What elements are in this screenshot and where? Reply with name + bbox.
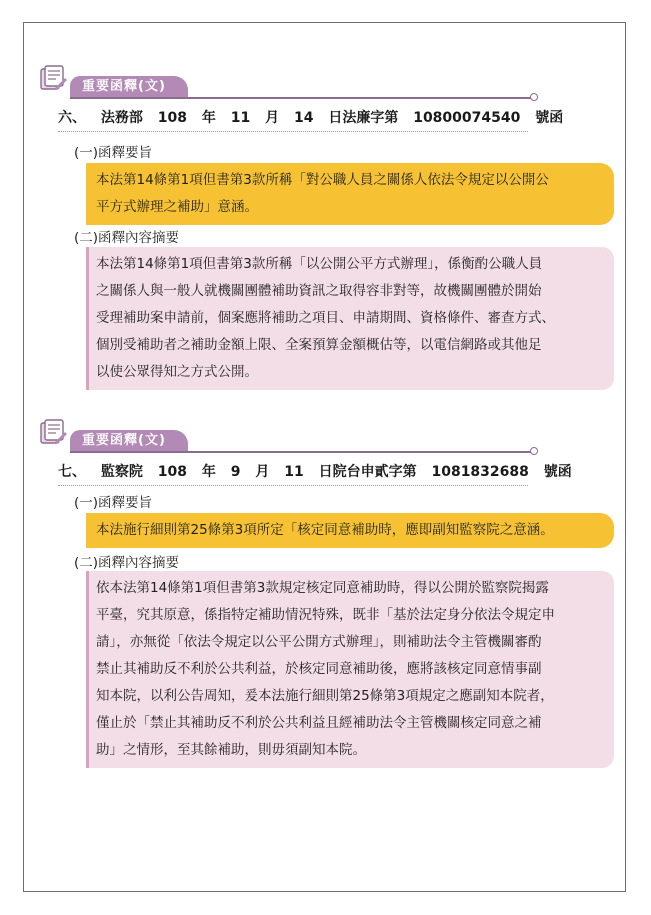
highlight-edge — [86, 571, 89, 768]
section-heading — [58, 107, 564, 129]
summary-line: 本法施行細則第25條第3項所定「核定同意補助時，應即副知監察院之意涵。 — [96, 522, 554, 538]
summary-line: 平方式辦理之補助」意涵。 — [96, 199, 258, 215]
summary-label: (一)函釋要旨 — [74, 495, 153, 511]
detail-line: 僅止於「禁止其補助反不利於公共利益且經補助法令主管機關核定同意之補 — [96, 715, 542, 731]
summary-label: (一)函釋要旨 — [74, 145, 153, 161]
detail-line: 平臺，究其原意，係指特定補助情況特殊，既非「基於法定身分依法令規定申 — [96, 607, 555, 623]
document-stack-icon — [38, 64, 68, 94]
detail-label: (二)函釋內容摘要 — [74, 555, 180, 571]
summary-highlight — [86, 513, 614, 548]
section-badge — [30, 64, 550, 98]
heading-dotted-rule — [58, 485, 528, 486]
heading-year: 108 — [157, 464, 187, 480]
detail-line: 以使公眾得知之方式公開。 — [96, 364, 258, 380]
heading-month: 11 — [230, 110, 251, 126]
heading-doc-number: 1081832688 — [431, 464, 529, 480]
heading-doc-number: 10800074540 — [413, 110, 521, 126]
heading-month-unit: 月 — [265, 110, 280, 126]
detail-line: 受理補助案申請前，個案應將補助之項目、申請期間、資格條件、審查方式、 — [96, 310, 555, 326]
badge-rule — [70, 97, 534, 99]
detail-line: 助」之情形，至其餘補助，則毋須副知本院。 — [96, 742, 366, 758]
detail-line: 知本院，以利公告周知，爰本法施行細則第25條第3項規定之應副知本院者， — [96, 688, 554, 704]
badge-rule-end-dot — [530, 93, 538, 101]
heading-number: 六、 — [58, 110, 86, 126]
detail-line: 依本法第14條第1項但書第3款規定核定同意補助時，得以公開於監察院揭露 — [96, 580, 549, 596]
summary-highlight — [86, 163, 614, 225]
summary-line: 本法第14條第1項但書第3款所稱「對公職人員之關係人依法令規定以公開公 — [96, 172, 549, 188]
badge-label: 重要函釋(文) — [70, 76, 188, 98]
detail-highlight — [86, 247, 614, 390]
heading-year: 108 — [157, 110, 187, 126]
section-heading — [58, 461, 572, 483]
detail-label: (二)函釋內容摘要 — [74, 230, 180, 246]
heading-day: 11 — [284, 464, 304, 480]
detail-highlight — [86, 571, 614, 768]
highlight-edge — [86, 247, 89, 390]
detail-line: 個別受補助者之補助金額上限、全案預算金額概估等，以電信網路或其他足 — [96, 337, 542, 353]
section-badge — [30, 418, 550, 452]
heading-dotted-rule — [58, 131, 528, 132]
heading-agency: 監察院 — [100, 464, 143, 480]
heading-doc-prefix: 日院台申貳字第 — [318, 464, 417, 480]
heading-day: 14 — [293, 110, 314, 126]
heading-number: 七、 — [58, 464, 86, 480]
heading-doc-prefix: 日法廉字第 — [328, 110, 399, 126]
heading-month-unit: 月 — [255, 464, 270, 480]
detail-line: 之關係人與一般人就機關團體補助資訊之取得容非對等，故機關團體於開始 — [96, 283, 542, 299]
badge-rule — [70, 451, 534, 453]
detail-line: 請」，亦無從「依法令規定以公平公開方式辦理」，則補助法令主管機關審酌 — [96, 634, 542, 650]
heading-year-unit: 年 — [201, 464, 216, 480]
heading-agency: 法務部 — [100, 110, 143, 126]
document-stack-icon — [38, 418, 68, 448]
heading-doc-suffix: 號函 — [535, 110, 564, 126]
heading-year-unit: 年 — [201, 110, 216, 126]
heading-doc-suffix: 號函 — [543, 464, 572, 480]
detail-line: 本法第14條第1項但書第3款所稱「以公開公平方式辦理」，係衡酌公職人員 — [96, 256, 543, 272]
badge-label: 重要函釋(文) — [70, 430, 188, 452]
badge-rule-end-dot — [530, 447, 538, 455]
detail-line: 禁止其補助反不利於公共利益，於核定同意補助後，應將該核定同意情事副 — [96, 661, 542, 677]
heading-month: 9 — [230, 464, 241, 480]
